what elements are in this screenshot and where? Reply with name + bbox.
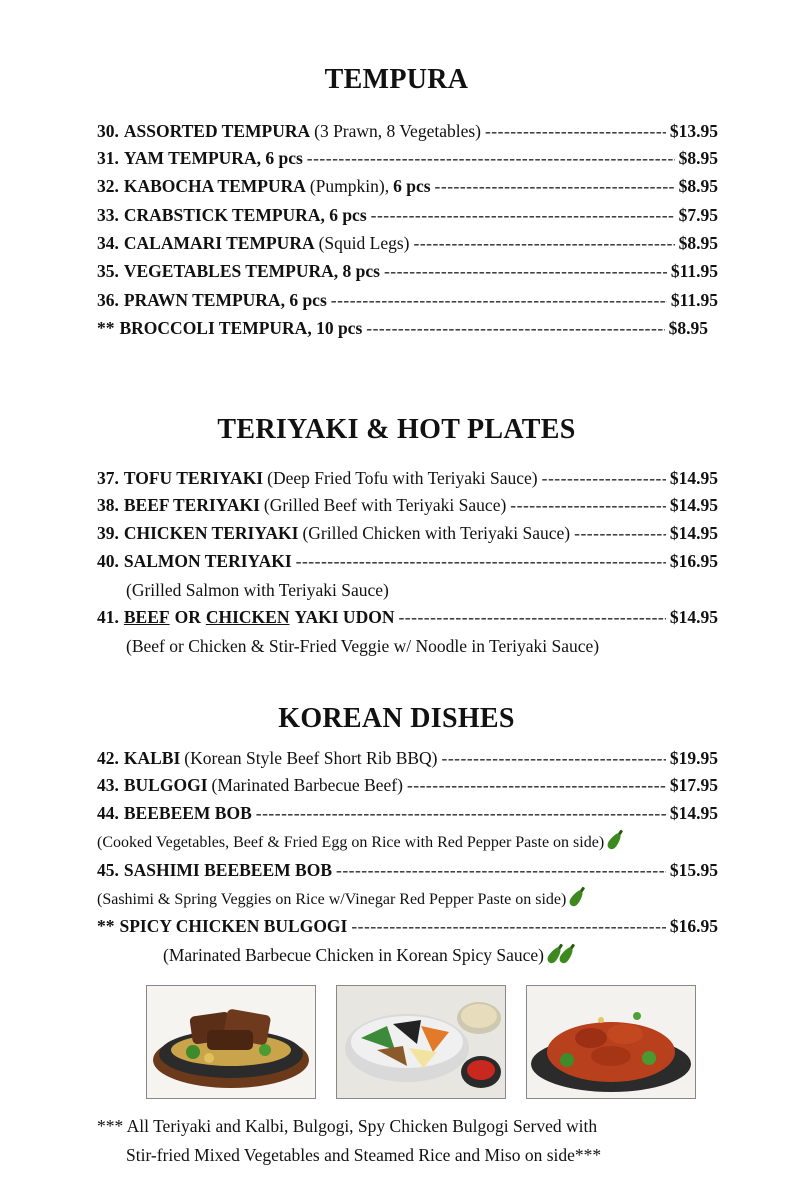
dot-leader [384,261,667,282]
item-name: VEGETABLES TEMPURA, 8 pcs [123,261,380,281]
dot-leader [414,233,675,254]
item-price: $15.95 [669,860,718,880]
spicy-chicken-bulgogi-image [527,986,695,1098]
item-note-row [97,889,581,909]
menu-item [97,748,718,774]
item-description: (Deep Fried Tofu with Teriyaki Sauce) [267,468,538,488]
item-note-row [97,832,619,852]
menu-item [97,318,708,344]
item-price: $11.95 [670,290,718,310]
item-price: $14.95 [669,803,718,823]
dot-leader [407,775,666,796]
item-description: (Pumpkin), [309,176,390,196]
item-name: CALAMARI TEMPURA [123,233,315,253]
item-number: 38. [97,495,119,515]
item-number: ** [97,916,115,936]
item-price: $17.95 [669,775,718,795]
dot-leader [442,748,666,769]
food-photo-kalbi [146,985,316,1099]
item-name: KABOCHA TEMPURA [123,176,306,196]
item-number: 43. [97,775,119,795]
item-note-row [163,945,571,966]
item-name: BROCCOLI TEMPURA, 10 pcs [119,318,363,338]
item-note: (Marinated Barbecue Chicken in Korean Spicy Sauce) [163,945,544,965]
footnote-line-2: Stir-fried Mixed Vegetables and Steamed Rice and Miso on side*** [126,1145,602,1165]
item-name: SPICY CHICKEN BULGOGI [119,916,348,936]
dot-leader [256,803,666,824]
menu-item [97,148,718,174]
chili-pepper-icon [568,888,586,908]
dot-leader [510,495,666,516]
item-name: BULGOGI [123,775,208,795]
item-price: $8.95 [678,233,718,253]
footnote-line-1: *** All Teriyaki and Kalbi, Bulgogi, Spy Chicken Bulgogi Served with [97,1116,598,1136]
food-photo-beebeem-bob [336,985,506,1099]
item-number: 40. [97,551,119,571]
item-note: (Beef or Chicken & Stir-Fried Veggie w/ Noodle in Teriyaki Sauce) [126,636,600,656]
item-number: 33. [97,205,119,225]
item-price: $14.95 [669,523,718,543]
menu-item [97,551,718,577]
item-note: (Cooked Vegetables, Beef & Fried Egg on Rice with Red Pepper Paste on side) [97,834,605,851]
item-price: $8.95 [668,318,708,338]
dot-leader [366,318,664,339]
dot-leader [398,607,665,628]
item-number: 35. [97,261,119,281]
item-name: CRABSTICK TEMPURA, 6 pcs [123,205,367,225]
item-description: (3 Prawn, 8 Vegetables) [314,121,481,141]
item-number: 34. [97,233,119,253]
item-number: 37. [97,468,119,488]
item-name: KALBI [123,748,181,768]
menu-item [97,121,718,147]
menu-item [97,803,718,829]
item-price: $16.95 [669,916,718,936]
item-name: SASHIMI BEEBEEM BOB [123,860,332,880]
item-name-beef: BEEF [123,607,170,627]
item-name: ASSORTED TEMPURA [123,121,311,141]
item-name-chicken: CHICKEN [205,607,290,627]
item-price: $11.95 [670,261,718,281]
menu-item [97,860,718,886]
item-description: (Grilled Beef with Teriyaki Sauce) [263,495,507,515]
item-number: 44. [97,803,119,823]
chili-pepper-icon [606,831,624,851]
menu-item [97,290,718,316]
dot-leader [296,551,666,572]
item-price: $13.95 [669,121,718,141]
item-count: 6 pcs [393,176,431,196]
dot-leader [574,523,666,544]
item-number: ** [97,318,115,338]
food-photo-spicy-chicken-bulgogi [526,985,696,1099]
item-name: BEEBEEM BOB [123,803,252,823]
section-title-teriyaki: TERIYAKI & HOT PLATES [217,414,576,445]
menu-item [97,775,718,801]
item-price: $14.95 [669,495,718,515]
menu-item [97,468,718,494]
item-price: $14.95 [669,607,718,627]
dot-leader [351,916,666,937]
item-name: CHICKEN TERIYAKI [123,523,299,543]
section-title-tempura: TEMPURA [324,64,469,95]
item-note: (Grilled Salmon with Teriyaki Sauce) [126,580,389,600]
item-name: BEEF TERIYAKI [123,495,260,515]
menu-item [97,916,718,942]
item-number: 36. [97,290,119,310]
item-name: PRAWN TEMPURA, 6 pcs [123,290,327,310]
beebeem-bob-image [337,986,505,1098]
kalbi-plate-image [147,986,315,1098]
item-number: 30. [97,121,119,141]
item-description: (Grilled Chicken with Teriyaki Sauce) [302,523,571,543]
item-name: TOFU TERIYAKI [123,468,264,488]
dot-leader [542,468,666,489]
dot-leader [371,205,675,226]
item-price: $16.95 [669,551,718,571]
section-title-korean: KOREAN DISHES [278,703,515,734]
menu-item [97,607,718,633]
item-description: (Marinated Barbecue Beef) [211,775,403,795]
item-name-udon: YAKI UDON [294,607,395,627]
dot-leader [485,121,666,142]
item-note: (Sashimi & Spring Veggies on Rice w/Vinegar Red Pepper Paste on side) [97,891,567,908]
item-number: 31. [97,148,119,168]
item-price: $19.95 [669,748,718,768]
item-price: $8.95 [678,176,718,196]
item-number: 45. [97,860,119,880]
menu-item [97,205,718,231]
item-number: 42. [97,748,119,768]
item-number: 41. [97,607,119,627]
item-number: 39. [97,523,119,543]
menu-item [97,261,718,287]
item-name: YAM TEMPURA, 6 pcs [123,148,303,168]
item-price: $14.95 [669,468,718,488]
menu-item [97,495,718,521]
item-name-or: OR [174,607,201,627]
dot-leader [336,860,666,881]
dot-leader [331,290,667,311]
menu-item [97,176,718,202]
item-name: SALMON TERIYAKI [123,551,292,571]
dot-leader [307,148,675,169]
item-description: (Squid Legs) [318,233,410,253]
item-number: 32. [97,176,119,196]
menu-item [97,523,718,549]
menu-item [97,233,718,259]
item-description: (Korean Style Beef Short Rib BBQ) [184,748,438,768]
dot-leader [435,176,675,197]
item-price: $7.95 [678,205,718,225]
item-price: $8.95 [678,148,718,168]
